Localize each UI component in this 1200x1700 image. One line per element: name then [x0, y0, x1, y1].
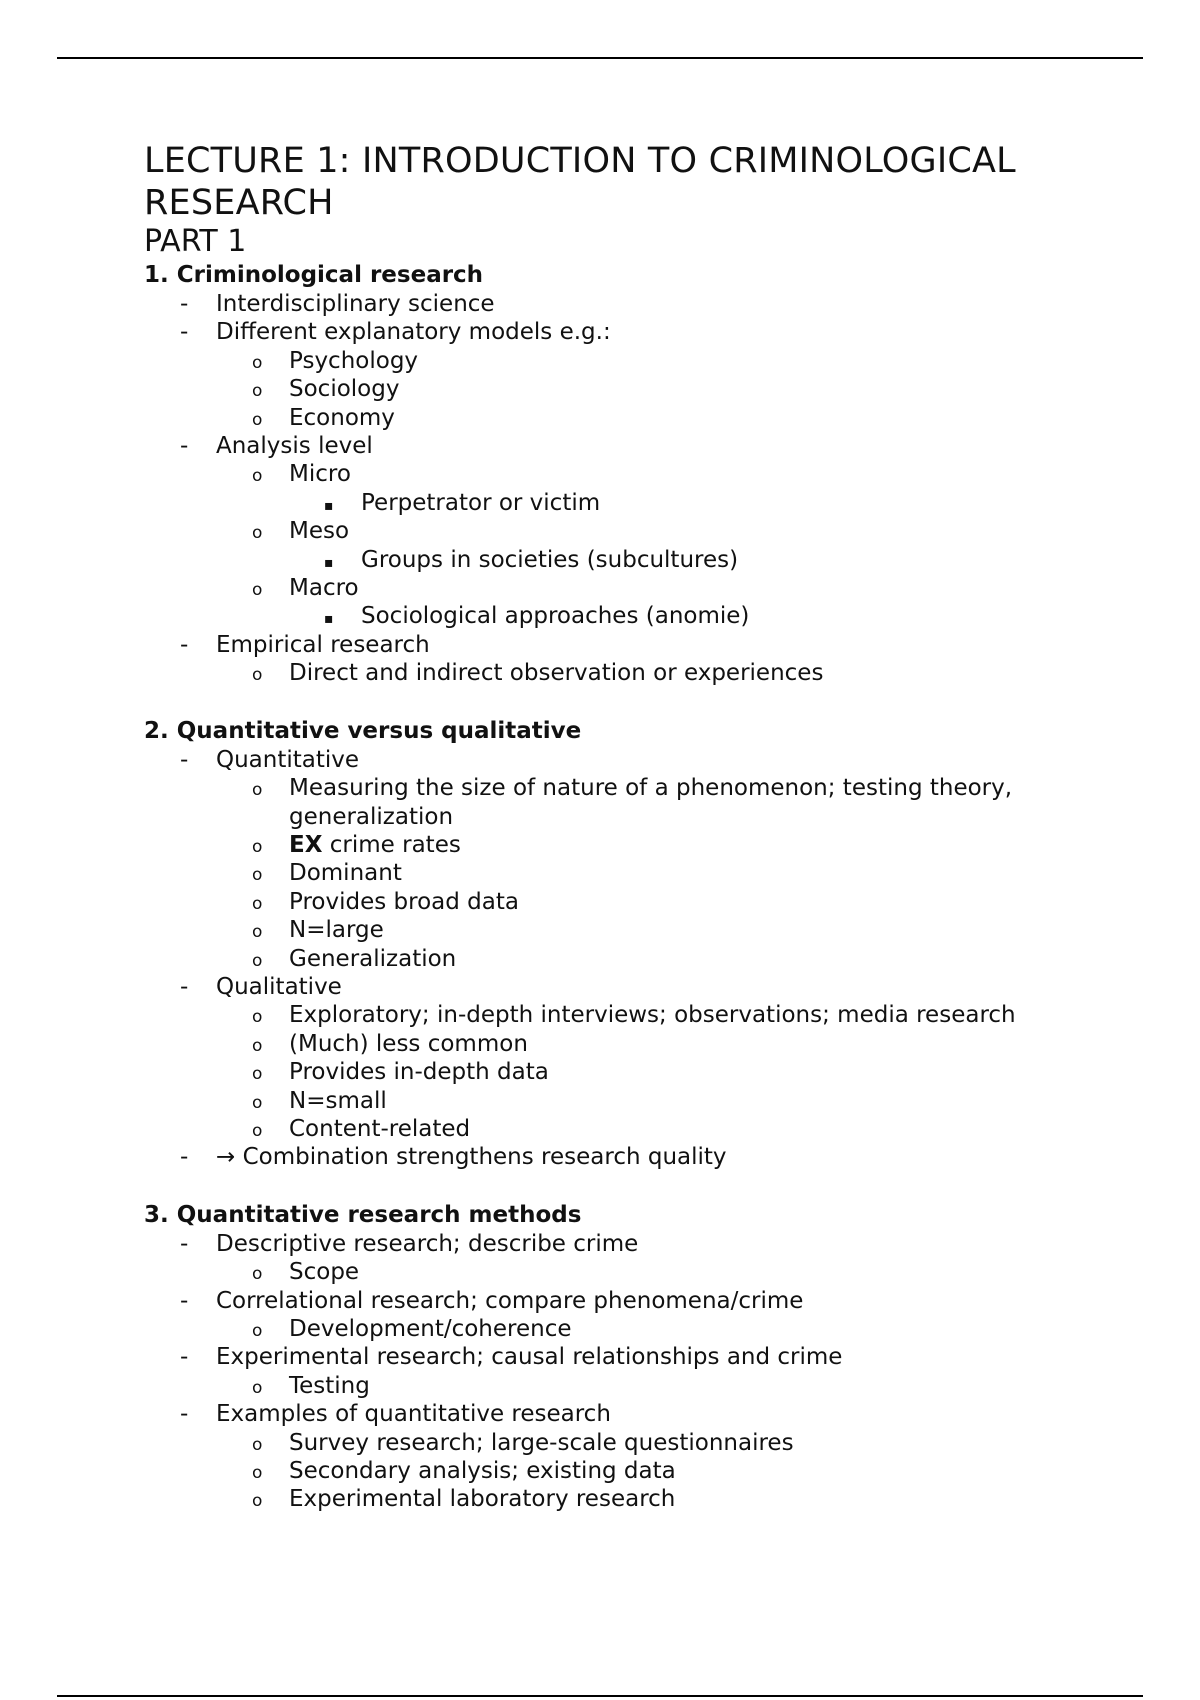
list-item: ▪ Groups in societies (subcultures)	[144, 546, 1104, 574]
dash-bullet: -	[180, 433, 189, 460]
circle-bullet: o	[252, 1264, 263, 1285]
section-criminological-research	[144, 260, 1104, 688]
list-item: o Development/coherence	[144, 1315, 1104, 1343]
list-item: o Generalization	[144, 945, 1104, 973]
list-item: o Content-related	[144, 1115, 1104, 1143]
list-item: o Meso	[144, 517, 1104, 545]
circle-bullet: o	[252, 1007, 263, 1028]
dash-bullet: -	[180, 746, 189, 773]
circle-bullet: o	[252, 352, 263, 373]
list-item: o Experimental laboratory research	[144, 1485, 1104, 1513]
example-label: EX	[289, 831, 323, 858]
list-item: o Dominant	[144, 859, 1104, 887]
circle-bullet: o	[252, 523, 263, 544]
document-title: LECTURE 1: INTRODUCTION TO CRIMINOLOGICAL RESEARCH	[144, 141, 1016, 223]
list-item: o Micro	[144, 460, 1104, 488]
circle-bullet: o	[252, 950, 263, 971]
circle-bullet: o	[252, 381, 263, 402]
circle-bullet: o	[252, 1491, 263, 1512]
circle-bullet: o	[252, 922, 263, 943]
list-item: o Direct and indirect observation or experiences	[144, 659, 1104, 687]
list-item-continuation: generalization	[289, 803, 454, 830]
list-item: o Provides broad data	[144, 888, 1104, 916]
list-item: - Interdisciplinary science	[180, 291, 495, 317]
circle-bullet: o	[252, 466, 263, 487]
list-item: o Exploratory; in-depth interviews; observations; media research	[144, 1001, 1104, 1029]
dash-bullet: -	[180, 1344, 189, 1371]
circle-bullet: o	[252, 1064, 263, 1085]
list-item: - Empirical research	[180, 631, 430, 658]
list-item: o Secondary analysis; existing data	[144, 1457, 1104, 1485]
list-item: o (Much) less common	[144, 1030, 1104, 1058]
list-item: - Different explanatory models e.g.:	[180, 319, 611, 346]
circle-bullet: o	[252, 1377, 263, 1398]
circle-bullet: o	[252, 665, 263, 686]
list-item: - Correlational research; compare phenomena/crime	[180, 1287, 804, 1314]
circle-bullet: o	[252, 893, 263, 914]
list-item: - Analysis level	[180, 433, 373, 460]
list-item: o N=small	[144, 1087, 1104, 1115]
list-item: o Survey research; large-scale questionnaires	[144, 1429, 1104, 1457]
dash-bullet: -	[180, 1401, 189, 1428]
circle-bullet: o	[252, 1321, 263, 1341]
list-item: - Experimental research; causal relationships and crime	[180, 1344, 843, 1371]
section-quantitative-versus-qualitative	[144, 716, 1104, 1172]
circle-bullet: o	[252, 1463, 263, 1484]
dash-bullet: -	[180, 973, 189, 1000]
section-quantitative-research-methods	[144, 1200, 1104, 1514]
dash-bullet: -	[180, 319, 189, 346]
square-bullet: ▪	[324, 554, 334, 571]
dash-bullet: -	[180, 291, 189, 317]
list-item: o Economy	[144, 404, 1104, 432]
list-item: o N=large	[144, 916, 1104, 944]
circle-bullet: o	[252, 1035, 263, 1056]
dash-bullet: -	[180, 1144, 189, 1171]
list-item: o Testing	[144, 1372, 1104, 1400]
circle-bullet: o	[252, 1092, 263, 1113]
list-item: - Examples of quantitative research	[180, 1401, 611, 1428]
list-item: ▪ Sociological approaches (anomie)	[144, 602, 1104, 630]
bottom-rule	[57, 1695, 1143, 1697]
dash-bullet: -	[180, 1230, 189, 1257]
square-bullet: ▪	[324, 497, 334, 514]
part-label: PART 1	[144, 224, 247, 259]
list-item: o Provides in-depth data	[144, 1058, 1104, 1086]
list-item: o Psychology	[144, 347, 1104, 375]
document-body	[144, 140, 1104, 1514]
list-item: o Measuring the size of nature of a phenomenon; testing theory,	[144, 774, 1104, 802]
circle-bullet: o	[252, 409, 263, 430]
section-heading: 2. Quantitative versus qualitative	[144, 717, 582, 744]
top-rule	[57, 57, 1143, 59]
section-heading: 1. Criminological research	[144, 262, 484, 288]
list-item: - Quantitative	[180, 746, 360, 773]
square-bullet: ▪	[324, 611, 334, 628]
circle-bullet: o	[252, 836, 263, 857]
list-item: o Scope	[144, 1258, 1104, 1286]
circle-bullet: o	[252, 780, 263, 801]
section-heading: 3. Quantitative research methods	[144, 1201, 582, 1228]
list-item: o Macro	[144, 574, 1104, 602]
circle-bullet: o	[252, 865, 263, 886]
list-item: - → Combination strengthens research quality	[180, 1144, 727, 1171]
dash-bullet: -	[180, 1287, 189, 1314]
list-item: - Qualitative	[180, 973, 342, 1000]
list-item: o Sociology	[144, 375, 1104, 403]
circle-bullet: o	[252, 1120, 263, 1141]
list-item: ▪ Perpetrator or victim	[144, 489, 1104, 517]
dash-bullet: -	[180, 631, 189, 658]
circle-bullet: o	[252, 1434, 263, 1455]
list-item: - Descriptive research; describe crime	[180, 1230, 639, 1257]
circle-bullet: o	[252, 580, 263, 601]
list-item: o EX crime rates	[144, 831, 1104, 859]
